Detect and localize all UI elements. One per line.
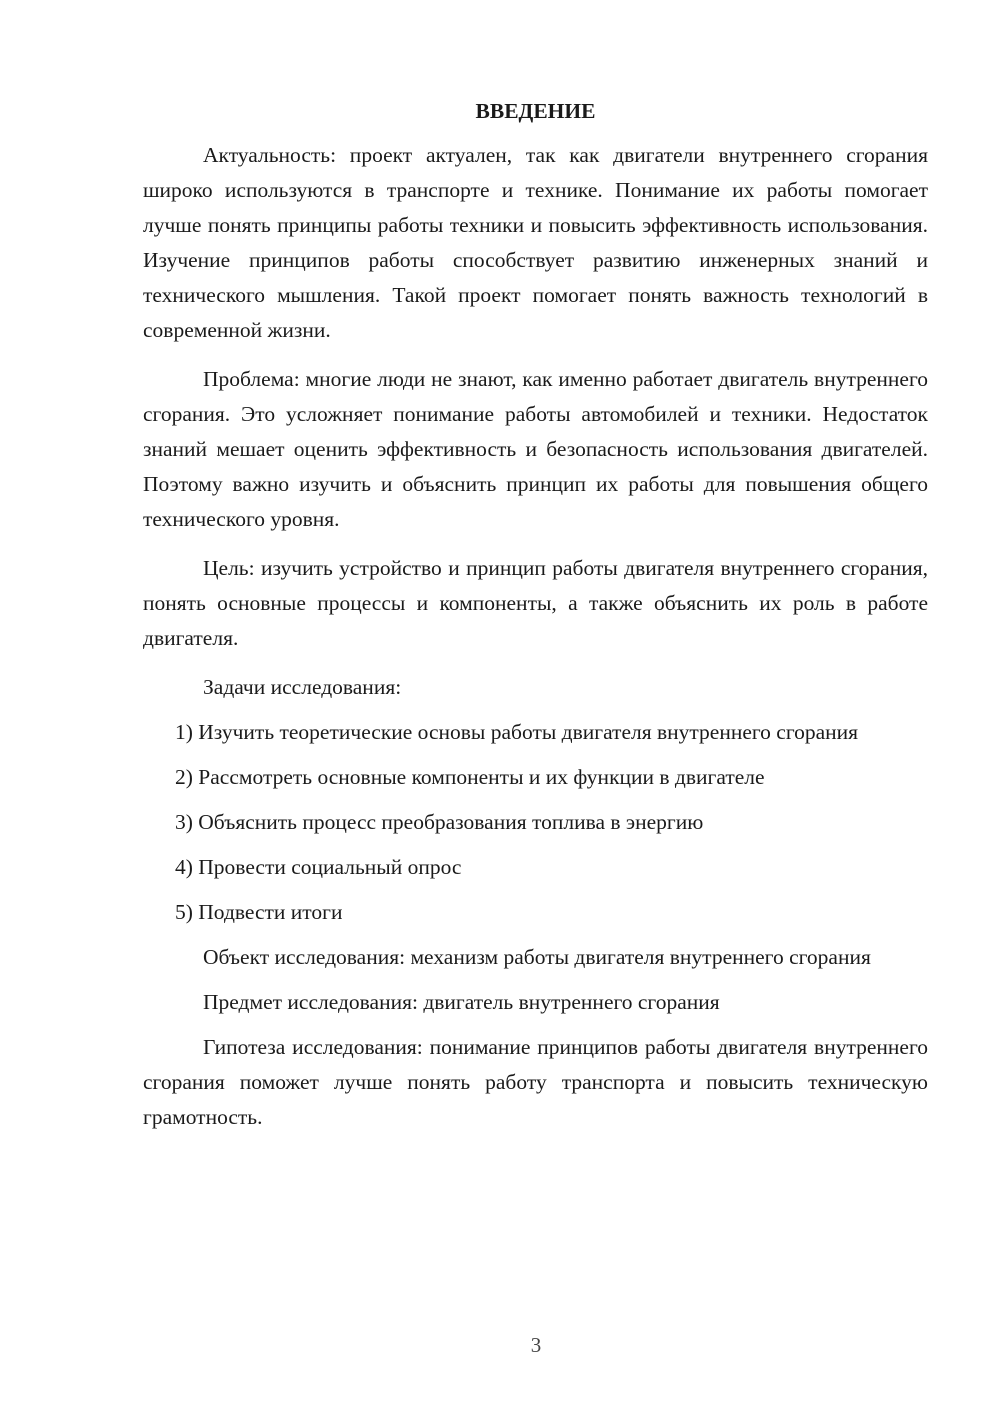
task-item: 3) Объяснить процесс преобразования топлива в энергию bbox=[175, 810, 704, 834]
section-title: ВВЕДЕНИЕ bbox=[475, 99, 596, 123]
paragraph-subject: Предмет исследования: двигатель внутреннего сгорания bbox=[203, 990, 720, 1014]
task-item: 2) Рассмотреть основные компоненты и их функции в двигателе bbox=[175, 765, 765, 789]
task-list bbox=[143, 715, 928, 930]
page-number: 3 bbox=[530, 1333, 542, 1357]
paragraph-goal: Цель: изучить устройство и принцип работы двигателя внутреннего сгорания, понять основные процессы и компоненты, а также объяснить их роль в работе двигателя. bbox=[143, 556, 928, 650]
task-item: 4) Провести социальный опрос bbox=[175, 855, 462, 879]
task-item: 1) Изучить теоретические основы работы двигателя внутреннего сгорания bbox=[175, 720, 859, 744]
paragraph-tasks-heading: Задачи исследования: bbox=[203, 675, 402, 699]
paragraph-problem: Проблема: многие люди не знают, как именно работает двигатель внутреннего сгорания. Это усложняет понимание работы автомобилей и техники. Недостаток знаний мешает оценить эффективность и безопасность использования двигателей. Поэтому важно изучить и объяснить принцип их работы для повышения общего технического уровня. bbox=[143, 367, 928, 531]
document-page bbox=[143, 94, 928, 1145]
task-item: 5) Подвести итоги bbox=[175, 900, 343, 924]
paragraph-object: Объект исследования: механизм работы двигателя внутреннего сгорания bbox=[203, 945, 871, 969]
paragraph-hypothesis: Гипотеза исследования: понимание принципов работы двигателя внутреннего сгорания поможет лучше понять работу транспорта и повысить техническую грамотность. bbox=[143, 1035, 928, 1129]
paragraph-relevance: Актуальность: проект актуален, так как двигатели внутреннего сгорания широко используются в транспорте и технике. Понимание их работы помогает лучше понять принципы работы техники и повысить эффективность использования. Изучение принципов работы способствует развитию инженерных знаний и технического мышления. Такой проект помогает понять важность технологий в современной жизни. bbox=[143, 143, 928, 342]
